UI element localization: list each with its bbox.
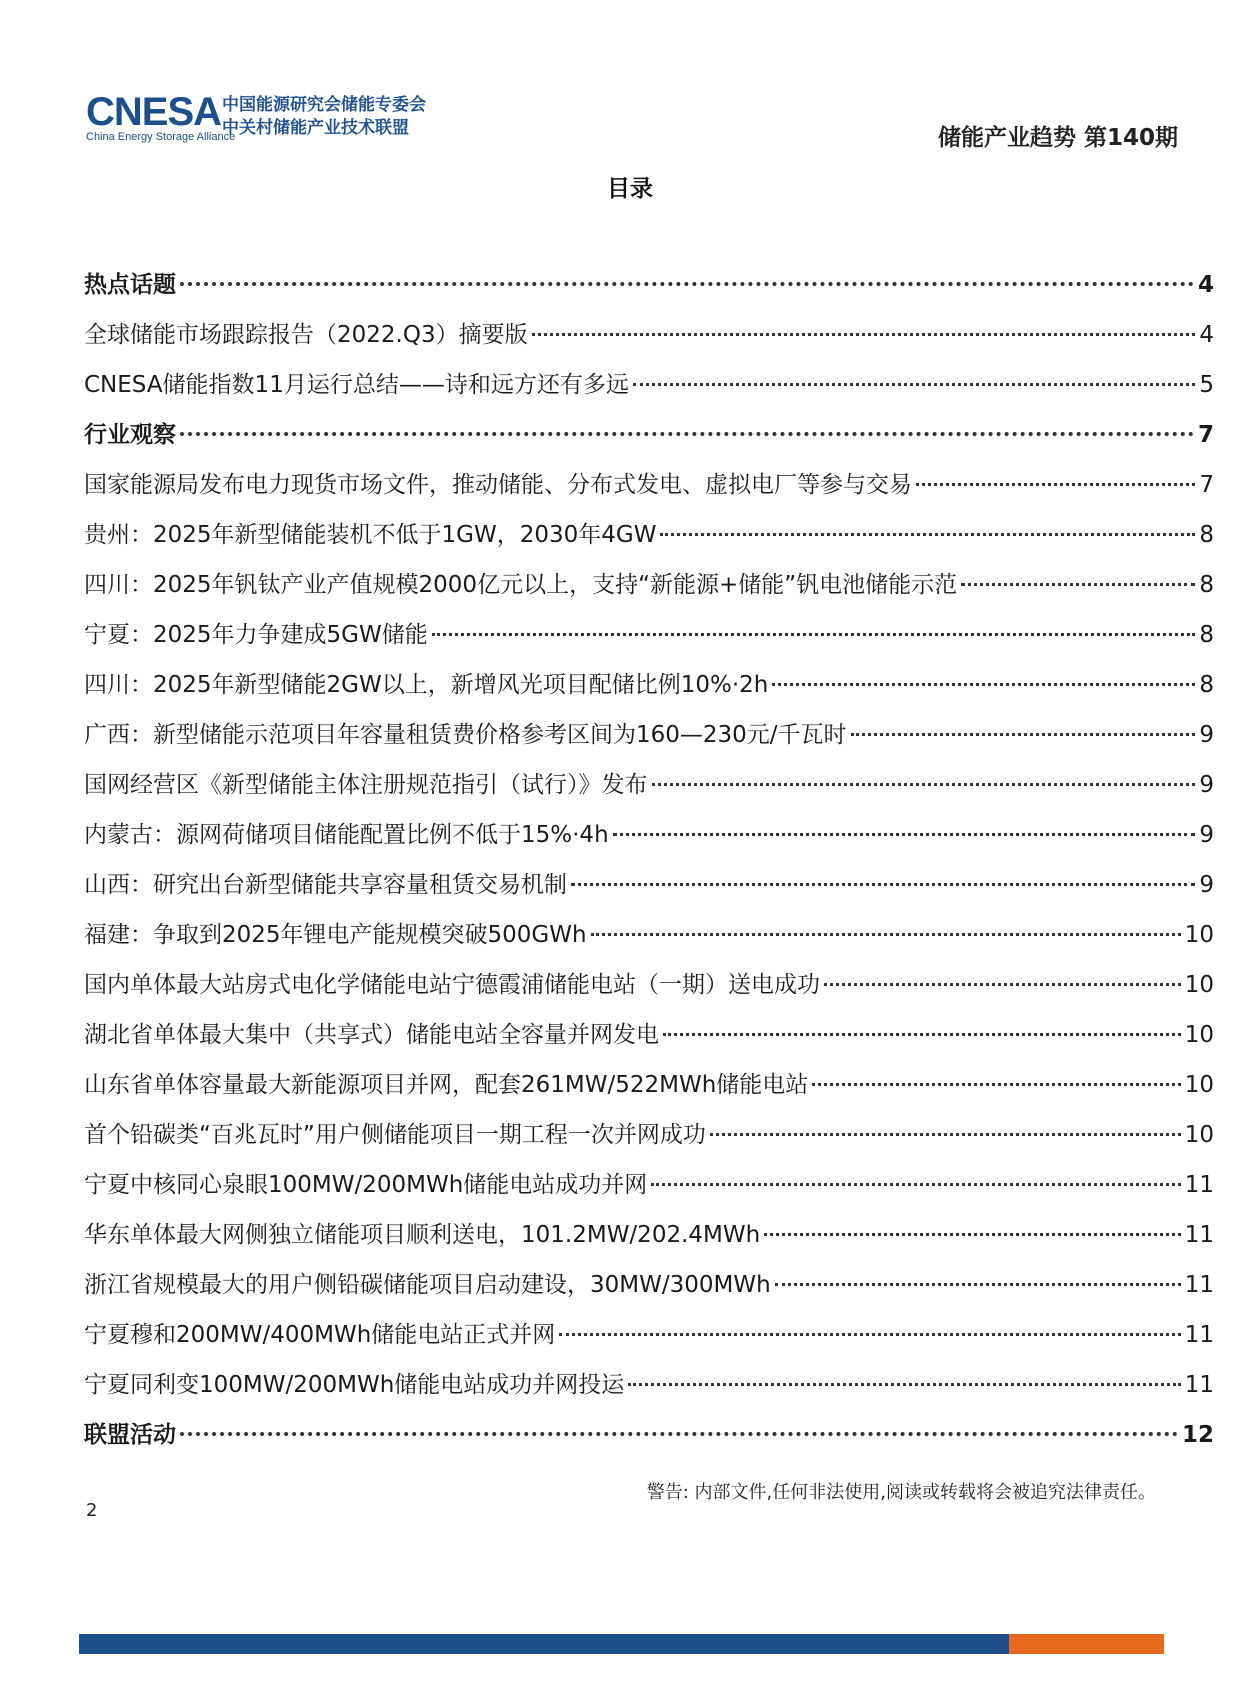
dot-leader bbox=[824, 983, 1181, 986]
dot-leader bbox=[613, 833, 1196, 836]
toc-entry-title: 联盟活动 bbox=[84, 1422, 176, 1448]
toc-entry-page: 8 bbox=[1199, 522, 1214, 548]
toc-entry-page: 11 bbox=[1184, 1372, 1214, 1398]
dot-leader bbox=[775, 1283, 1181, 1286]
toc-section-heading[interactable] bbox=[84, 260, 1214, 310]
dot-leader bbox=[916, 483, 1195, 486]
table-of-contents bbox=[84, 260, 1214, 1460]
dot-leader bbox=[559, 1333, 1180, 1336]
dot-leader bbox=[652, 783, 1196, 786]
toc-entry[interactable] bbox=[84, 1010, 1214, 1060]
toc-entry-page: 9 bbox=[1199, 722, 1214, 748]
dot-leader bbox=[812, 1083, 1180, 1086]
toc-entry-title: CNESA储能指数11月运行总结——诗和远方还有多远 bbox=[84, 372, 629, 398]
toc-entry-title: 四川：2025年新型储能2GW以上，新增风光项目配储比例10%·2h bbox=[84, 672, 769, 698]
toc-entry-page: 9 bbox=[1199, 772, 1214, 798]
dot-leader bbox=[764, 1233, 1181, 1236]
dot-leader bbox=[180, 1432, 1178, 1436]
toc-entry-title: 宁夏中核同心泉眼100MW/200MWh储能电站成功并网 bbox=[84, 1172, 648, 1198]
toc-entry-page: 7 bbox=[1199, 472, 1214, 498]
toc-entry-title: 内蒙古：源网荷储项目储能配置比例不低于15%·4h bbox=[84, 822, 609, 848]
toc-title: 目录 bbox=[607, 176, 653, 202]
toc-entry-page: 9 bbox=[1199, 872, 1214, 898]
toc-entry-title: 广西：新型储能示范项目年容量租赁费价格参考区间为160—230元/千瓦时 bbox=[84, 722, 847, 748]
dot-leader bbox=[628, 1383, 1180, 1386]
toc-entry-page: 10 bbox=[1184, 1072, 1214, 1098]
page-header bbox=[86, 86, 1186, 156]
toc-entry-title: 宁夏穆和200MW/400MWh储能电站正式并网 bbox=[84, 1322, 556, 1348]
toc-entry[interactable] bbox=[84, 660, 1214, 710]
toc-entry[interactable] bbox=[84, 560, 1214, 610]
toc-entry-title: 宁夏：2025年力争建成5GW储能 bbox=[84, 622, 428, 648]
confidentiality-warning: 警告: 内部文件,任何非法使用,阅读或转载将会被追究法律责任。 bbox=[646, 1482, 1156, 1503]
toc-entry[interactable] bbox=[84, 460, 1214, 510]
toc-entry-page: 11 bbox=[1184, 1172, 1214, 1198]
toc-entry[interactable] bbox=[84, 810, 1214, 860]
dot-leader bbox=[660, 533, 1195, 536]
toc-entry-title: 国网经营区《新型储能主体注册规范指引（试行）》发布 bbox=[84, 772, 648, 798]
dot-leader bbox=[180, 432, 1194, 436]
toc-entry-title: 山东省单体容量最大新能源项目并网，配套261MW/522MWh储能电站 bbox=[84, 1072, 809, 1098]
org-name-line2: 中关村储能产业技术联盟 bbox=[222, 118, 409, 138]
toc-entry[interactable] bbox=[84, 910, 1214, 960]
page-number: 2 bbox=[86, 1500, 98, 1521]
toc-entry[interactable] bbox=[84, 1060, 1214, 1110]
toc-entry-page: 4 bbox=[1199, 322, 1214, 348]
toc-entry[interactable] bbox=[84, 1310, 1214, 1360]
dot-leader bbox=[633, 383, 1196, 386]
logo-org-name bbox=[222, 94, 426, 140]
toc-entry-title: 湖北省单体最大集中（共享式）储能电站全容量并网发电 bbox=[84, 1022, 659, 1048]
toc-entry-title: 四川：2025年钒钛产业产值规模2000亿元以上，支持“新能源+储能”钒电池储能示范 bbox=[84, 572, 958, 598]
dot-leader bbox=[432, 633, 1196, 636]
toc-entry-page: 10 bbox=[1184, 1122, 1214, 1148]
toc-entry-page: 10 bbox=[1184, 1022, 1214, 1048]
toc-entry-page: 8 bbox=[1199, 622, 1214, 648]
toc-entry-title: 国家能源局发布电力现货市场文件，推动储能、分布式发电、虚拟电厂等参与交易 bbox=[84, 472, 912, 498]
toc-entry[interactable] bbox=[84, 1360, 1214, 1410]
dot-leader bbox=[571, 883, 1195, 886]
toc-entry-title: 首个铅碳类“百兆瓦时”用户侧储能项目一期工程一次并网成功 bbox=[84, 1122, 706, 1148]
dot-leader bbox=[772, 683, 1195, 686]
toc-entry-title: 热点话题 bbox=[84, 272, 176, 298]
toc-entry[interactable] bbox=[84, 610, 1214, 660]
logo-wordmark: CNESA bbox=[86, 90, 222, 134]
footer-color-bar bbox=[79, 1634, 1164, 1654]
dot-leader bbox=[532, 333, 1196, 336]
toc-entry-page: 8 bbox=[1199, 572, 1214, 598]
toc-section-heading[interactable] bbox=[84, 410, 1214, 460]
footer-bar-orange bbox=[1009, 1634, 1164, 1654]
dot-leader bbox=[851, 733, 1196, 736]
toc-entry-title: 华东单体最大网侧独立储能项目顺利送电，101.2MW/202.4MWh bbox=[84, 1222, 761, 1248]
toc-entry-page: 11 bbox=[1184, 1322, 1214, 1348]
toc-entry-title: 国内单体最大站房式电化学储能电站宁德霞浦储能电站（一期）送电成功 bbox=[84, 972, 820, 998]
dot-leader bbox=[651, 1183, 1180, 1186]
toc-entry[interactable] bbox=[84, 1160, 1214, 1210]
toc-entry-page: 10 bbox=[1184, 972, 1214, 998]
toc-entry-page: 11 bbox=[1184, 1222, 1214, 1248]
toc-entry-page: 10 bbox=[1184, 922, 1214, 948]
toc-entry-title: 贵州：2025年新型储能装机不低于1GW，2030年4GW bbox=[84, 522, 657, 548]
toc-entry[interactable] bbox=[84, 1260, 1214, 1310]
toc-entry-page: 9 bbox=[1199, 822, 1214, 848]
dot-leader bbox=[591, 933, 1181, 936]
cnesa-logo bbox=[86, 90, 466, 150]
toc-entry[interactable] bbox=[84, 1110, 1214, 1160]
toc-entry-title: 宁夏同利变100MW/200MWh储能电站成功并网投运 bbox=[84, 1372, 625, 1398]
toc-entry-page: 11 bbox=[1184, 1272, 1214, 1298]
dot-leader bbox=[663, 1033, 1181, 1036]
dot-leader bbox=[710, 1133, 1181, 1136]
dot-leader bbox=[180, 282, 1194, 286]
logo-subtitle: China Energy Storage Alliance bbox=[86, 131, 236, 143]
toc-entry-title: 山西：研究出台新型储能共享容量租赁交易机制 bbox=[84, 872, 567, 898]
toc-entry[interactable] bbox=[84, 360, 1214, 410]
toc-entry[interactable] bbox=[84, 1210, 1214, 1260]
footer-bar-blue bbox=[79, 1634, 1009, 1654]
toc-section-heading[interactable] bbox=[84, 1410, 1214, 1460]
toc-entry[interactable] bbox=[84, 960, 1214, 1010]
toc-entry[interactable] bbox=[84, 510, 1214, 560]
toc-entry-title: 福建：争取到2025年锂电产能规模突破500GWh bbox=[84, 922, 587, 948]
toc-entry[interactable] bbox=[84, 860, 1214, 910]
toc-entry[interactable] bbox=[84, 710, 1214, 760]
toc-entry-title: 浙江省规模最大的用户侧铅碳储能项目启动建设，30MW/300MWh bbox=[84, 1272, 771, 1298]
toc-entry-page: 12 bbox=[1181, 1422, 1214, 1448]
toc-entry-title: 全球储能市场跟踪报告（2022.Q3）摘要版 bbox=[84, 322, 528, 348]
toc-entry[interactable] bbox=[84, 310, 1214, 360]
dot-leader bbox=[961, 583, 1195, 586]
toc-entry-page: 8 bbox=[1199, 672, 1214, 698]
publication-title: 储能产业趋势 第140期 bbox=[937, 125, 1178, 151]
toc-entry-page: 4 bbox=[1197, 272, 1214, 298]
toc-entry-title: 行业观察 bbox=[84, 422, 176, 448]
toc-entry-page: 5 bbox=[1199, 372, 1214, 398]
toc-entry[interactable] bbox=[84, 760, 1214, 810]
toc-entry-page: 7 bbox=[1197, 422, 1214, 448]
org-name-line1: 中国能源研究会储能专委会 bbox=[222, 95, 426, 115]
